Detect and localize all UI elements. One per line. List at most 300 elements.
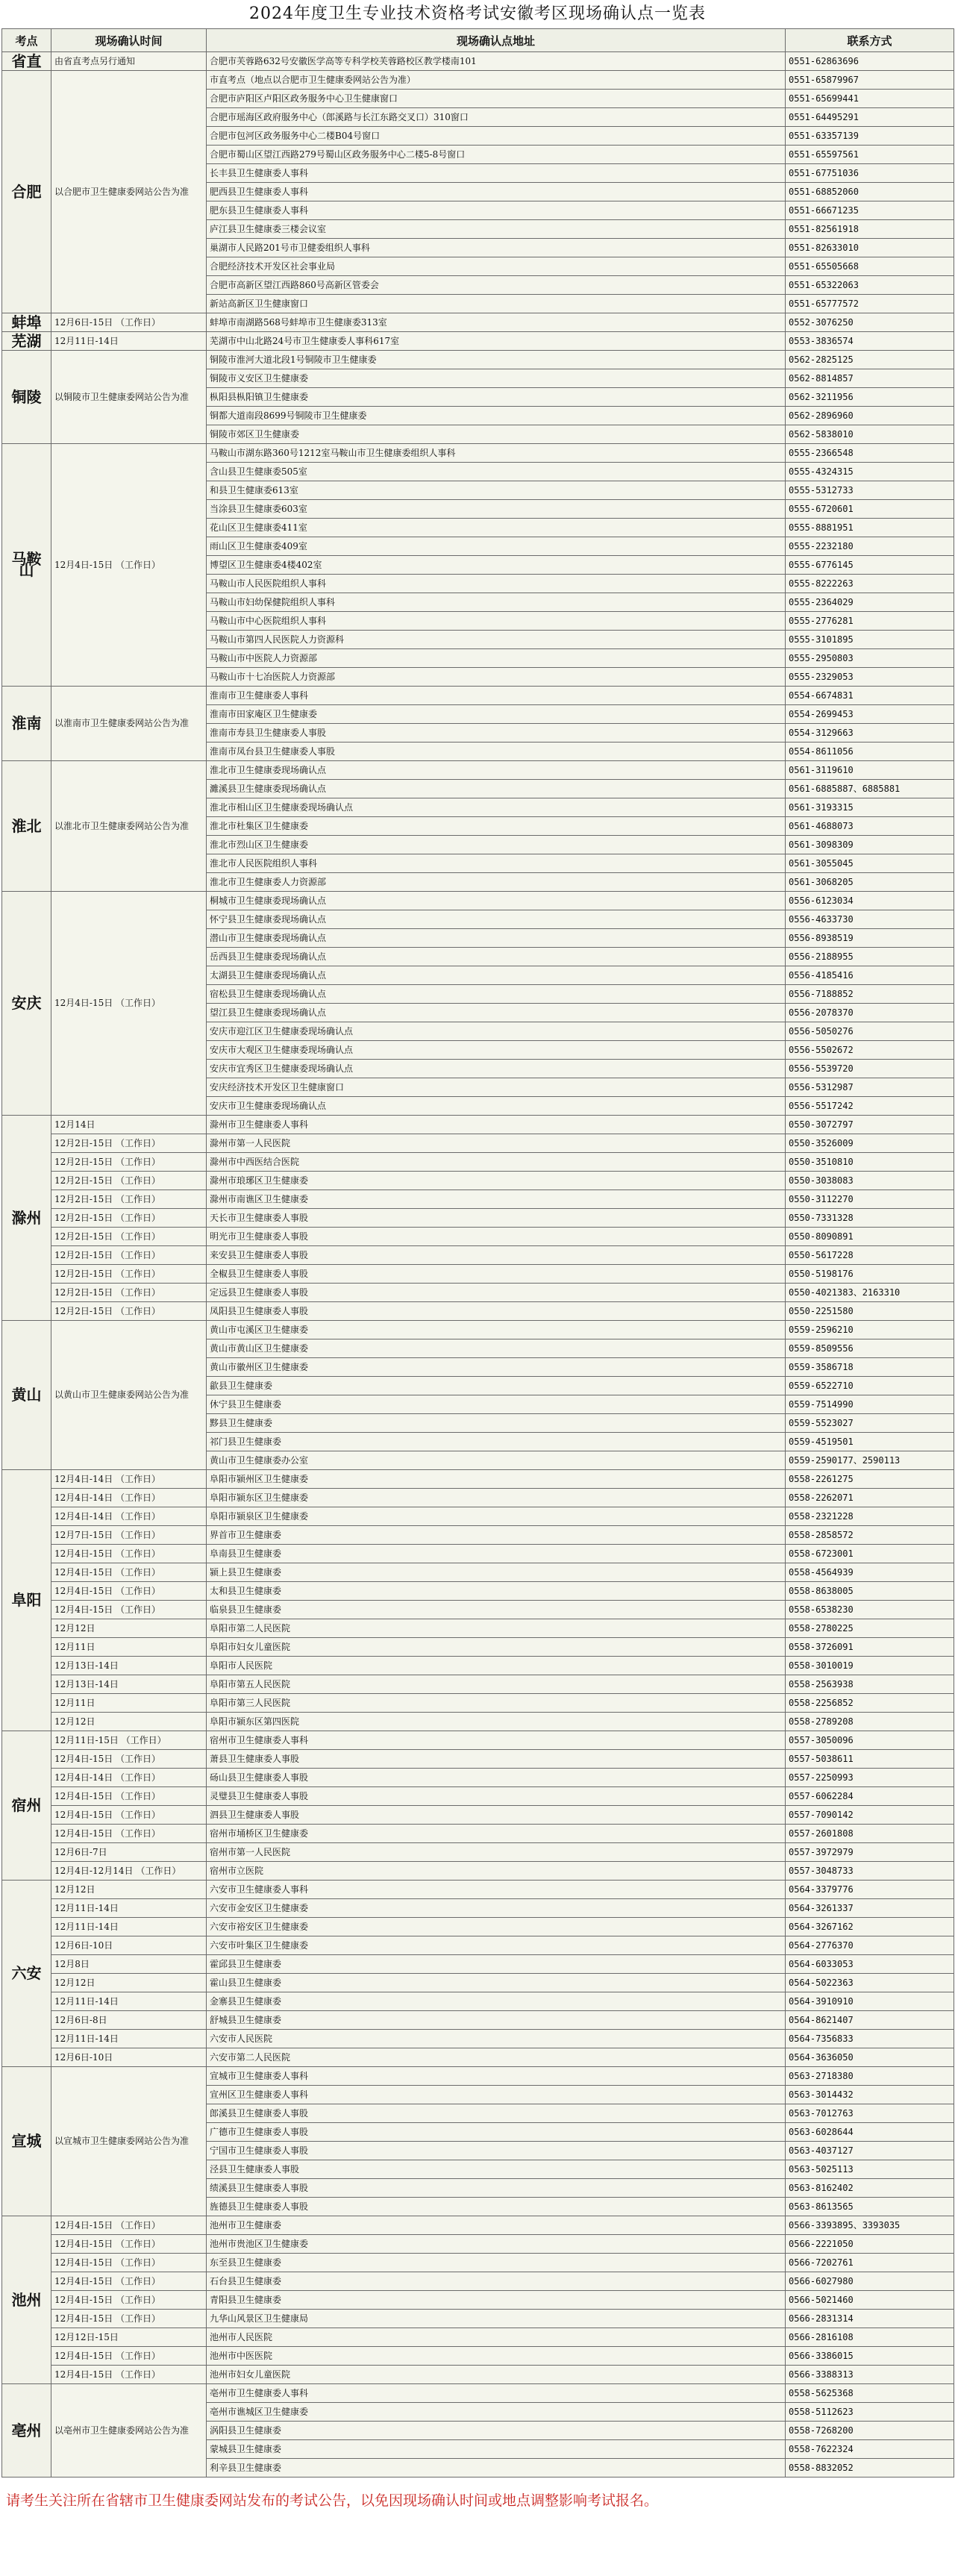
- table-row: [2, 1172, 954, 1190]
- table-row: [2, 1936, 954, 1955]
- contact-phone-cell: 0556-5502672: [786, 1041, 954, 1060]
- table-row: [2, 1601, 954, 1619]
- contact-phone-cell: 0555-5312733: [786, 481, 954, 500]
- table-row: [2, 1489, 954, 1507]
- table-row: [2, 1806, 954, 1825]
- contact-phone-cell: 0566-2816108: [786, 2328, 954, 2347]
- contact-phone-cell: 0563-7012763: [786, 2104, 954, 2123]
- address-cell: 宿州市卫生健康委人事科: [207, 1731, 786, 1750]
- contact-phone-cell: 0561-3055045: [786, 854, 954, 873]
- confirmation-time-cell: 12月2日-15日 （工作日）: [51, 1172, 207, 1190]
- contact-phone-cell: 0558-2262071: [786, 1489, 954, 1507]
- contact-phone-cell: 0559-7514990: [786, 1395, 954, 1414]
- address-cell: 潜山市卫生健康委现场确认点: [207, 929, 786, 948]
- confirmation-time-cell: 12月2日-15日 （工作日）: [51, 1190, 207, 1209]
- confirmation-time-cell: 12月11日-15日 （工作日）: [51, 1731, 207, 1750]
- confirmation-time-cell: 12月2日-15日 （工作日）: [51, 1153, 207, 1172]
- contact-phone-cell: 0555-2232180: [786, 537, 954, 556]
- table-row: [2, 1974, 954, 1992]
- address-cell: 阜阳市颍州区卫生健康委: [207, 1470, 786, 1489]
- contact-phone-cell: 0563-8613565: [786, 2198, 954, 2216]
- table-row: [2, 332, 954, 351]
- address-cell: 阜阳市颍泉区卫生健康委: [207, 1507, 786, 1526]
- header-contact: 联系方式: [786, 29, 954, 52]
- address-cell: 马鞍山市湖东路360号1212室马鞍山市卫生健康委组织人事科: [207, 444, 786, 463]
- contact-phone-cell: 0554-8611056: [786, 743, 954, 761]
- confirmation-time-cell: 12月4日-15日 （工作日）: [51, 1563, 207, 1582]
- address-cell: 池州市卫生健康委: [207, 2216, 786, 2235]
- confirmation-time-cell: 12月4日-14日 （工作日）: [51, 1769, 207, 1787]
- contact-phone-cell: 0551-68852060: [786, 183, 954, 201]
- table-row: [2, 892, 954, 910]
- region-name-cell: 黄山: [2, 1321, 51, 1470]
- contact-phone-cell: 0556-2078370: [786, 1004, 954, 1022]
- confirmation-time-cell: 12月4日-14日 （工作日）: [51, 1507, 207, 1526]
- address-cell: 肥西县卫生健康委人事科: [207, 183, 786, 201]
- contact-phone-cell: 0563-6028644: [786, 2123, 954, 2142]
- confirmation-time-cell: 以合肥市卫生健康委网站公告为准: [51, 71, 207, 313]
- address-cell: 宿松县卫生健康委现场确认点: [207, 985, 786, 1004]
- contact-phone-cell: 0564-3636050: [786, 2048, 954, 2067]
- contact-phone-cell: 0556-5539720: [786, 1060, 954, 1078]
- contact-phone-cell: 0559-4519501: [786, 1433, 954, 1451]
- address-cell: 安庆市迎江区卫生健康委现场确认点: [207, 1022, 786, 1041]
- address-cell: 宿州市第一人民医院: [207, 1843, 786, 1862]
- contact-phone-cell: 0562-2896960: [786, 407, 954, 425]
- contact-phone-cell: 0550-3510810: [786, 1153, 954, 1172]
- address-cell: 亳州市卫生健康委人事科: [207, 2384, 786, 2403]
- contact-phone-cell: 0551-62863696: [786, 52, 954, 71]
- address-cell: 九华山风景区卫生健康局: [207, 2310, 786, 2328]
- confirmation-time-cell: 12月6日-10日: [51, 1936, 207, 1955]
- confirmation-time-cell: 12月11日-14日: [51, 1992, 207, 2011]
- address-cell: 马鞍山市中心医院组织人事科: [207, 612, 786, 631]
- region-name-cell: 淮南: [2, 687, 51, 761]
- table-row: [2, 2366, 954, 2384]
- contact-phone-cell: 0566-3388313: [786, 2366, 954, 2384]
- contact-phone-cell: 0556-4185416: [786, 966, 954, 985]
- address-cell: 宁国市卫生健康委人事股: [207, 2142, 786, 2160]
- confirmation-points-table: [1, 28, 954, 2477]
- region-name-cell: 六安: [2, 1881, 51, 2067]
- table-row: [2, 1228, 954, 1246]
- address-cell: 合肥市芙蓉路632号安徽医学高等专科学校芙蓉路校区教学楼南101: [207, 52, 786, 71]
- address-cell: 歙县卫生健康委: [207, 1377, 786, 1395]
- contact-phone-cell: 0557-3048733: [786, 1862, 954, 1881]
- address-cell: 桐城市卫生健康委现场确认点: [207, 892, 786, 910]
- contact-phone-cell: 0564-3261337: [786, 1899, 954, 1918]
- confirmation-time-cell: 12月2日-15日 （工作日）: [51, 1228, 207, 1246]
- contact-phone-cell: 0557-3050096: [786, 1731, 954, 1750]
- confirmation-time-cell: 12月4日-15日 （工作日）: [51, 1601, 207, 1619]
- contact-phone-cell: 0564-7356833: [786, 2030, 954, 2048]
- confirmation-time-cell: 12月4日-15日 （工作日）: [51, 2291, 207, 2310]
- table-row: [2, 71, 954, 90]
- address-cell: 太和县卫生健康委: [207, 1582, 786, 1601]
- address-cell: 淮北市相山区卫生健康委现场确认点: [207, 798, 786, 817]
- page-title: 2024年度卫生专业技术资格考试安徽考区现场确认点一览表: [249, 4, 706, 23]
- address-cell: 宿州市埇桥区卫生健康委: [207, 1825, 786, 1843]
- address-cell: 安庆市宜秀区卫生健康委现场确认点: [207, 1060, 786, 1078]
- contact-phone-cell: 0566-3393895、3393035: [786, 2216, 954, 2235]
- contact-phone-cell: 0556-5312987: [786, 1078, 954, 1097]
- address-cell: 定远县卫生健康委人事股: [207, 1284, 786, 1302]
- contact-phone-cell: 0558-2789208: [786, 1713, 954, 1731]
- address-cell: 青阳县卫生健康委: [207, 2291, 786, 2310]
- contact-phone-cell: 0556-8938519: [786, 929, 954, 948]
- contact-phone-cell: 0563-4037127: [786, 2142, 954, 2160]
- region-name-cell: 蚌埠: [2, 313, 51, 332]
- contact-phone-cell: 0555-8222263: [786, 575, 954, 593]
- contact-phone-cell: 0558-8832052: [786, 2459, 954, 2477]
- table-row: [2, 1265, 954, 1284]
- contact-phone-cell: 0556-5050276: [786, 1022, 954, 1041]
- contact-phone-cell: 0551-65597561: [786, 146, 954, 164]
- contact-phone-cell: 0555-2364029: [786, 593, 954, 612]
- address-cell: 池州市人民医院: [207, 2328, 786, 2347]
- address-cell: 泾县卫生健康委人事股: [207, 2160, 786, 2179]
- region-name-cell: 铜陵: [2, 351, 51, 444]
- confirmation-time-cell: 12月11日: [51, 1694, 207, 1713]
- contact-phone-cell: 0552-3076250: [786, 313, 954, 332]
- address-cell: 芜湖市中山北路24号市卫生健康委人事科617室: [207, 332, 786, 351]
- contact-phone-cell: 0555-2366548: [786, 444, 954, 463]
- contact-phone-cell: 0558-5112623: [786, 2403, 954, 2422]
- address-cell: 石台县卫生健康委: [207, 2272, 786, 2291]
- address-cell: 含山县卫生健康委505室: [207, 463, 786, 481]
- address-cell: 安庆经济技术开发区卫生健康窗口: [207, 1078, 786, 1097]
- confirmation-time-cell: 12月4日-15日 （工作日）: [51, 2216, 207, 2235]
- table-row: [2, 444, 954, 463]
- contact-phone-cell: 0564-3267162: [786, 1918, 954, 1936]
- confirmation-time-cell: 12月4日-15日 （工作日）: [51, 2254, 207, 2272]
- contact-phone-cell: 0550-2251580: [786, 1302, 954, 1321]
- table-row: [2, 2347, 954, 2366]
- address-cell: 明光市卫生健康委人事股: [207, 1228, 786, 1246]
- address-cell: 合肥市庐阳区卢阳区政务服务中心卫生健康窗口: [207, 90, 786, 108]
- address-cell: 界首市卫生健康委: [207, 1526, 786, 1545]
- address-cell: 六安市金安区卫生健康委: [207, 1899, 786, 1918]
- contact-phone-cell: 0551-82633010: [786, 239, 954, 257]
- address-cell: 黄山市徽州区卫生健康委: [207, 1358, 786, 1377]
- region-name-cell: 淮北: [2, 761, 51, 892]
- confirmation-time-cell: 12月4日-15日 （工作日）: [51, 2235, 207, 2254]
- region-name-cell: 安庆: [2, 892, 51, 1116]
- contact-phone-cell: 0551-65322063: [786, 276, 954, 295]
- contact-phone-cell: 0563-3014432: [786, 2086, 954, 2104]
- table-row: [2, 1862, 954, 1881]
- address-cell: 阜南县卫生健康委: [207, 1545, 786, 1563]
- address-cell: 濉溪县卫生健康委现场确认点: [207, 780, 786, 798]
- contact-phone-cell: 0551-66671235: [786, 201, 954, 220]
- table-row: [2, 1545, 954, 1563]
- table-row: [2, 1955, 954, 1974]
- address-cell: 泗县卫生健康委人事股: [207, 1806, 786, 1825]
- address-cell: 广德市卫生健康委人事股: [207, 2123, 786, 2142]
- address-cell: 肥东县卫生健康委人事科: [207, 201, 786, 220]
- contact-phone-cell: 0559-5523027: [786, 1414, 954, 1433]
- address-cell: 马鞍山市中医院人力资源部: [207, 649, 786, 668]
- table-row: [2, 2328, 954, 2347]
- table-row: [2, 761, 954, 780]
- confirmation-time-cell: 12月13日-14日: [51, 1675, 207, 1694]
- address-cell: 滁州市南谯区卫生健康委: [207, 1190, 786, 1209]
- table-row: [2, 1190, 954, 1209]
- contact-phone-cell: 0558-6723001: [786, 1545, 954, 1563]
- table-row: [2, 2216, 954, 2235]
- address-cell: 阜阳市第三人民医院: [207, 1694, 786, 1713]
- region-name-cell: 池州: [2, 2216, 51, 2384]
- confirmation-time-cell: 以亳州市卫生健康委网站公告为准: [51, 2384, 207, 2477]
- contact-phone-cell: 0550-8090891: [786, 1228, 954, 1246]
- address-cell: 滁州市第一人民医院: [207, 1134, 786, 1153]
- contact-phone-cell: 0558-7268200: [786, 2422, 954, 2440]
- contact-phone-cell: 0554-6674831: [786, 687, 954, 705]
- region-name-cell: 阜阳: [2, 1470, 51, 1731]
- address-cell: 淮北市杜集区卫生健康委: [207, 817, 786, 836]
- table-row: [2, 1582, 954, 1601]
- contact-phone-cell: 0556-5517242: [786, 1097, 954, 1116]
- address-cell: 灵璧县卫生健康委人事股: [207, 1787, 786, 1806]
- confirmation-time-cell: 12月4日-15日 （工作日）: [51, 1825, 207, 1843]
- confirmation-time-cell: 以宣城市卫生健康委网站公告为准: [51, 2067, 207, 2216]
- address-cell: 祁门县卫生健康委: [207, 1433, 786, 1451]
- address-cell: 马鞍山市人民医院组织人事科: [207, 575, 786, 593]
- address-cell: 六安市卫生健康委人事科: [207, 1881, 786, 1899]
- address-cell: 淮北市烈山区卫生健康委: [207, 836, 786, 854]
- confirmation-time-cell: 12月2日-15日 （工作日）: [51, 1265, 207, 1284]
- contact-phone-cell: 0558-2563938: [786, 1675, 954, 1694]
- table-row: [2, 1284, 954, 1302]
- contact-phone-cell: 0550-4021383、2163310: [786, 1284, 954, 1302]
- confirmation-time-cell: 12月12日: [51, 1974, 207, 1992]
- contact-phone-cell: 0558-2780225: [786, 1619, 954, 1638]
- address-cell: 庐江县卫生健康委三楼会议室: [207, 220, 786, 239]
- contact-phone-cell: 0554-2699453: [786, 705, 954, 724]
- confirmation-time-cell: 12月6日-7日: [51, 1843, 207, 1862]
- contact-phone-cell: 0562-5838010: [786, 425, 954, 444]
- contact-phone-cell: 0551-64495291: [786, 108, 954, 127]
- address-cell: 郎溪县卫生健康委人事股: [207, 2104, 786, 2123]
- contact-phone-cell: 0555-2776281: [786, 612, 954, 631]
- table-row: [2, 1992, 954, 2011]
- confirmation-time-cell: 12月13日-14日: [51, 1657, 207, 1675]
- contact-phone-cell: 0564-2776370: [786, 1936, 954, 1955]
- confirmation-time-cell: 12月4日-15日 （工作日）: [51, 1787, 207, 1806]
- confirmation-time-cell: 12月6日-8日: [51, 2011, 207, 2030]
- address-cell: 长丰县卫生健康委人事科: [207, 164, 786, 183]
- contact-phone-cell: 0558-8638005: [786, 1582, 954, 1601]
- table-row: [2, 351, 954, 369]
- address-cell: 博望区卫生健康委4楼402室: [207, 556, 786, 575]
- contact-phone-cell: 0558-2261275: [786, 1470, 954, 1489]
- address-cell: 黟县卫生健康委: [207, 1414, 786, 1433]
- confirmation-time-cell: 12月4日-15日 （工作日）: [51, 2310, 207, 2328]
- confirmation-time-cell: 12月4日-15日 （工作日）: [51, 892, 207, 1116]
- contact-phone-cell: 0558-4564939: [786, 1563, 954, 1582]
- table-row: [2, 2235, 954, 2254]
- contact-phone-cell: 0557-3972979: [786, 1843, 954, 1862]
- address-cell: 淮北市人民医院组织人事科: [207, 854, 786, 873]
- address-cell: 霍山县卫生健康委: [207, 1974, 786, 1992]
- address-cell: 滁州市卫生健康委人事科: [207, 1116, 786, 1134]
- contact-phone-cell: 0559-8509556: [786, 1339, 954, 1358]
- address-cell: 霍邱县卫生健康委: [207, 1955, 786, 1974]
- contact-phone-cell: 0551-63357139: [786, 127, 954, 146]
- region-name-cell: 省直: [2, 52, 51, 71]
- address-cell: 淮南市凤台县卫生健康委人事股: [207, 743, 786, 761]
- address-cell: 淮南市田家庵区卫生健康委: [207, 705, 786, 724]
- address-cell: 当涂县卫生健康委603室: [207, 500, 786, 519]
- address-cell: 宣州区卫生健康委人事科: [207, 2086, 786, 2104]
- address-cell: 黄山市卫生健康委办公室: [207, 1451, 786, 1470]
- contact-phone-cell: 0555-2950803: [786, 649, 954, 668]
- confirmation-time-cell: 12月8日: [51, 1955, 207, 1974]
- contact-phone-cell: 0553-3836574: [786, 332, 954, 351]
- table-row: [2, 2030, 954, 2048]
- address-cell: 涡阳县卫生健康委: [207, 2422, 786, 2440]
- confirmation-time-cell: 12月11日-14日: [51, 2030, 207, 2048]
- address-cell: 太湖县卫生健康委现场确认点: [207, 966, 786, 985]
- table-row: [2, 1321, 954, 1339]
- contact-phone-cell: 0555-4324315: [786, 463, 954, 481]
- contact-phone-cell: 0559-6522710: [786, 1377, 954, 1395]
- table-row: [2, 1153, 954, 1172]
- confirmation-time-cell: 12月6日-15日 （工作日）: [51, 313, 207, 332]
- confirmation-time-cell: 12月2日-15日 （工作日）: [51, 1209, 207, 1228]
- region-name-cell: 芜湖: [2, 332, 51, 351]
- address-cell: 淮南市寿县卫生健康委人事股: [207, 724, 786, 743]
- address-cell: 滁州市中西医结合医院: [207, 1153, 786, 1172]
- confirmation-time-cell: 12月4日-15日 （工作日）: [51, 444, 207, 687]
- table-row: [2, 1470, 954, 1489]
- contact-phone-cell: 0561-3119610: [786, 761, 954, 780]
- confirmation-time-cell: 12月12日-15日: [51, 2328, 207, 2347]
- table-body: [2, 52, 954, 2477]
- confirmation-time-cell: 12月4日-15日 （工作日）: [51, 2272, 207, 2291]
- contact-phone-cell: 0550-3526009: [786, 1134, 954, 1153]
- contact-phone-cell: 0563-2718380: [786, 2067, 954, 2086]
- table-row: [2, 1619, 954, 1638]
- address-cell: 铜都大道南段8699号铜陵市卫生健康委: [207, 407, 786, 425]
- address-cell: 阜阳市第二人民医院: [207, 1619, 786, 1638]
- address-cell: 舒城县卫生健康委: [207, 2011, 786, 2030]
- address-cell: 蒙城县卫生健康委: [207, 2440, 786, 2459]
- address-cell: 花山区卫生健康委411室: [207, 519, 786, 537]
- contact-phone-cell: 0551-65879967: [786, 71, 954, 90]
- contact-phone-cell: 0551-82561918: [786, 220, 954, 239]
- contact-phone-cell: 0550-5198176: [786, 1265, 954, 1284]
- table-header-row: [2, 29, 954, 52]
- address-cell: 望江县卫生健康委现场确认点: [207, 1004, 786, 1022]
- confirmation-time-cell: 12月2日-15日 （工作日）: [51, 1246, 207, 1265]
- confirmation-time-cell: 12月4日-15日 （工作日）: [51, 1806, 207, 1825]
- address-cell: 凤阳县卫生健康委人事股: [207, 1302, 786, 1321]
- table-row: [2, 2011, 954, 2030]
- contact-phone-cell: 0566-2221050: [786, 2235, 954, 2254]
- address-cell: 淮北市卫生健康委人力资源部: [207, 873, 786, 892]
- contact-phone-cell: 0557-2601808: [786, 1825, 954, 1843]
- address-cell: 安庆市卫生健康委现场确认点: [207, 1097, 786, 1116]
- table-row: [2, 1899, 954, 1918]
- contact-phone-cell: 0561-3068205: [786, 873, 954, 892]
- confirmation-time-cell: 以铜陵市卫生健康委网站公告为准: [51, 351, 207, 444]
- table-row: [2, 1507, 954, 1526]
- confirmation-time-cell: 12月12日: [51, 1619, 207, 1638]
- contact-phone-cell: 0561-4688073: [786, 817, 954, 836]
- contact-phone-cell: 0559-2590177、2590113: [786, 1451, 954, 1470]
- confirmation-time-cell: 12月11日-14日: [51, 1918, 207, 1936]
- address-cell: 和县卫生健康委613室: [207, 481, 786, 500]
- address-cell: 颍上县卫生健康委: [207, 1563, 786, 1582]
- table-row: [2, 1563, 954, 1582]
- address-cell: 铜陵市义安区卫生健康委: [207, 369, 786, 388]
- table-row: [2, 2254, 954, 2272]
- contact-phone-cell: 0559-3586718: [786, 1358, 954, 1377]
- address-cell: 阜阳市第五人民医院: [207, 1675, 786, 1694]
- confirmation-time-cell: 12月2日-15日 （工作日）: [51, 1134, 207, 1153]
- contact-phone-cell: 0558-2256852: [786, 1694, 954, 1713]
- contact-phone-cell: 0563-5025113: [786, 2160, 954, 2179]
- contact-phone-cell: 0559-2596210: [786, 1321, 954, 1339]
- address-cell: 新站高新区卫生健康窗口: [207, 295, 786, 313]
- contact-phone-cell: 0564-6033053: [786, 1955, 954, 1974]
- address-cell: 绩溪县卫生健康委人事股: [207, 2179, 786, 2198]
- contact-phone-cell: 0555-6720601: [786, 500, 954, 519]
- table-row: [2, 313, 954, 332]
- address-cell: 池州市贵池区卫生健康委: [207, 2235, 786, 2254]
- table-row: [2, 687, 954, 705]
- confirmation-time-cell: 12月6日-10日: [51, 2048, 207, 2067]
- contact-phone-cell: 0563-8162402: [786, 2179, 954, 2198]
- contact-phone-cell: 0557-6062284: [786, 1787, 954, 1806]
- address-cell: 安庆市大观区卫生健康委现场确认点: [207, 1041, 786, 1060]
- contact-phone-cell: 0550-3112270: [786, 1190, 954, 1209]
- contact-phone-cell: 0556-2188955: [786, 948, 954, 966]
- address-cell: 利辛县卫生健康委: [207, 2459, 786, 2477]
- address-cell: 市直考点（地点以合肥市卫生健康委网站公告为准）: [207, 71, 786, 90]
- address-cell: 铜陵市郊区卫生健康委: [207, 425, 786, 444]
- table-row: [2, 2272, 954, 2291]
- table-row: [2, 1657, 954, 1675]
- address-cell: 合肥市包河区政务服务中心二楼B04号窗口: [207, 127, 786, 146]
- confirmation-time-cell: 12月2日-15日 （工作日）: [51, 1284, 207, 1302]
- table-row: [2, 2384, 954, 2403]
- address-cell: 黄山市屯溪区卫生健康委: [207, 1321, 786, 1339]
- contact-phone-cell: 0564-8621407: [786, 2011, 954, 2030]
- address-cell: 来安县卫生健康委人事股: [207, 1246, 786, 1265]
- table-row: [2, 1825, 954, 1843]
- address-cell: 铜陵市淮河大道北段1号铜陵市卫生健康委: [207, 351, 786, 369]
- address-cell: 全椒县卫生健康委人事股: [207, 1265, 786, 1284]
- confirmation-time-cell: 以淮北市卫生健康委网站公告为准: [51, 761, 207, 892]
- address-cell: 金寨县卫生健康委: [207, 1992, 786, 2011]
- contact-phone-cell: 0550-5617228: [786, 1246, 954, 1265]
- address-cell: 池州市妇女儿童医院: [207, 2366, 786, 2384]
- confirmation-time-cell: 12月4日-15日 （工作日）: [51, 1545, 207, 1563]
- contact-phone-cell: 0557-5038611: [786, 1750, 954, 1769]
- header-address: 现场确认点地址: [207, 29, 786, 52]
- table-row: [2, 1134, 954, 1153]
- contact-phone-cell: 0555-3101895: [786, 631, 954, 649]
- table-row: [2, 1246, 954, 1265]
- confirmation-time-cell: 由省直考点另行通知: [51, 52, 207, 71]
- address-cell: 六安市第二人民医院: [207, 2048, 786, 2067]
- address-cell: 宣城市卫生健康委人事科: [207, 2067, 786, 2086]
- address-cell: 雨山区卫生健康委409室: [207, 537, 786, 556]
- confirmation-time-cell: 12月4日-14日 （工作日）: [51, 1489, 207, 1507]
- address-cell: 六安市叶集区卫生健康委: [207, 1936, 786, 1955]
